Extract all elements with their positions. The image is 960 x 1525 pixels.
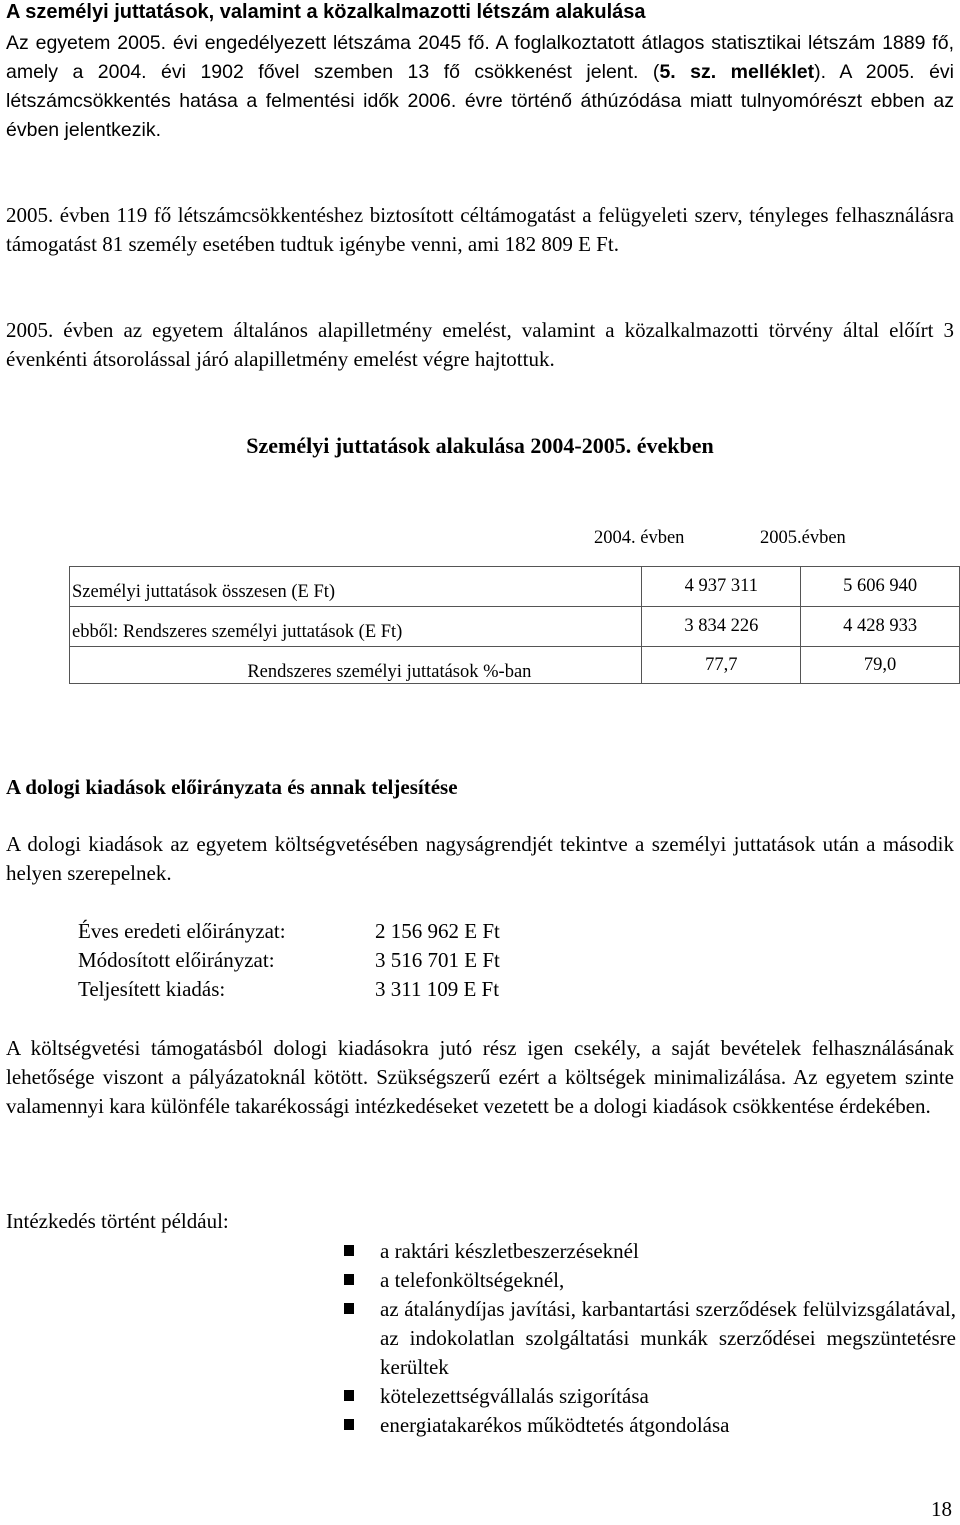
section-heading-personnel: A személyi juttatások, valamint a közalkalmazotti létszám alakulása: [6, 1, 646, 23]
list-item: a telefonköltségeknél,: [344, 1266, 956, 1295]
list-item: az átalánydíjas javítási, karbantartási szerződések felülvizsgálatával, az indokolatlan szolgáltatási munkák szerződései megszüntetésre kerültek: [344, 1295, 956, 1382]
measures-intro: Intézkedés történt például:: [6, 1209, 229, 1233]
budget-value: 3 516 701 E Ft: [375, 948, 500, 972]
budget-label: Éves eredeti előirányzat:: [78, 919, 286, 943]
column-header-2004: 2004. évben: [594, 528, 685, 548]
row-label: Rendszeres személyi juttatások %-ban: [70, 647, 642, 684]
value-2004: 77,7: [642, 647, 801, 684]
square-bullet-icon: [344, 1274, 354, 1285]
section-heading-material-costs: A dologi kiadások előirányzata és annak teljesítése: [6, 775, 458, 799]
square-bullet-icon: [344, 1245, 354, 1256]
value-2004: 3 834 226: [642, 607, 801, 647]
budget-labels: [78, 917, 286, 1004]
page-number: 18: [931, 1497, 952, 1521]
square-bullet-icon: [344, 1303, 354, 1314]
list-item: energiatakarékos működtetés átgondolása: [344, 1411, 956, 1440]
paragraph-reduction-subsidy: 2005. évben 119 fő létszámcsökkentéshez biztosított céltámogatást a felügyeleti szerv, tényleges felhasználásra támogatást 81 személy esetében tudtuk igénybe venni, ami 182 809 E Ft.: [6, 203, 954, 256]
square-bullet-icon: [344, 1390, 354, 1401]
table-row: [70, 567, 960, 607]
budget-label: Módosított előirányzat:: [78, 948, 275, 972]
paragraph-headcount: [6, 29, 954, 145]
personnel-benefits-table: [69, 566, 960, 684]
list-item: kötelezettségvállalás szigorítása: [344, 1382, 956, 1411]
table-row: [70, 607, 960, 647]
paragraph-headcount-text-1: Az egyetem 2005. évi engedélyezett létszáma 2045 fő. A foglalkoztatott átlagos statisztikai létszám 1889 fő, amely a 2004. évi 1902 fővel szemben 13 fő csökkenést jelent. (: [6, 32, 954, 83]
value-2005: 5 606 940: [801, 567, 960, 607]
table-row: [70, 647, 960, 684]
measures-list: [344, 1237, 956, 1440]
paragraph-headcount-text-2: ). A 2005. évi létszámcsökkentés hatása a felmentési idők 2006. évre történő áthúzódása miatt tulnyomórészt ebben az évben jelentkezik.: [6, 61, 954, 141]
paragraph-savings: A költségvetési támogatásból dologi kiadásokra jutó rész igen csekély, a saját bevételek felhasználásának lehetősége viszont a pályázatoknál kötött. Szükségszerű ezért a költségek minimalizálása. Az egyetem szinte valamennyi kara különféle takarékossági intézkedéseket vezetett be a dologi kiadások csökkentése érdekében.: [6, 1036, 954, 1118]
value-2005: 79,0: [801, 647, 960, 684]
square-bullet-icon: [344, 1419, 354, 1430]
budget-value: 3 311 109 E Ft: [375, 977, 500, 1001]
budget-label: Teljesített kiadás:: [78, 977, 226, 1001]
paragraph-material-costs: A dologi kiadások az egyetem költségvetésében nagyságrendjét tekintve a személyi juttatások után a második helyen szerepelnek.: [6, 832, 954, 885]
value-2005: 4 428 933: [801, 607, 960, 647]
row-label: ebből: Rendszeres személyi juttatások (E Ft): [70, 607, 642, 647]
value-2004: 4 937 311: [642, 567, 801, 607]
table-title: Személyi juttatások alakulása 2004-2005. években: [246, 433, 714, 458]
row-label: Személyi juttatások összesen (E Ft): [70, 567, 642, 607]
list-item: a raktári készletbeszerzéseknél: [344, 1237, 956, 1266]
budget-values: [375, 917, 500, 1004]
column-header-2005: 2005.évben: [760, 528, 846, 548]
annex-reference: 5. sz. melléklet: [659, 61, 815, 83]
budget-value: 2 156 962 E Ft: [375, 919, 500, 943]
paragraph-salary-increase: 2005. évben az egyetem általános alapilletmény emelést, valamint a közalkalmazotti törvény által előírt 3 évenkénti átsorolással járó alapilletmény emelést végre hajtottuk.: [6, 318, 954, 371]
